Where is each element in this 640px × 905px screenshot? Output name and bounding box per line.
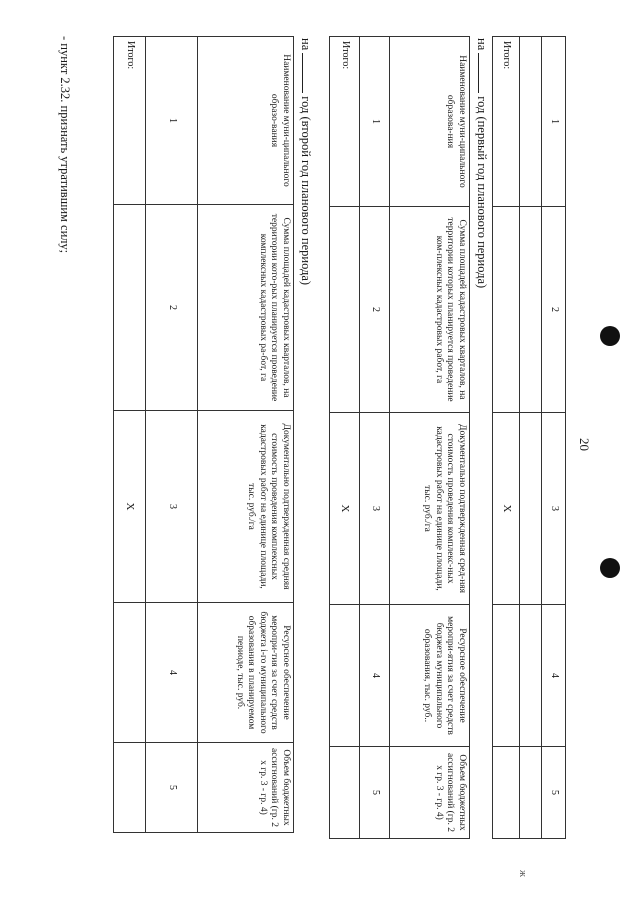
table-row bbox=[114, 37, 146, 833]
table-header-row bbox=[198, 37, 294, 833]
header-resource: Ресурсное обеспечение меропри-ятия за счет средств бюджета муниципального образования, тыс. руб.. bbox=[390, 605, 470, 747]
header-avg-cost: Документально подтвержденная средняя стоимость проведения комплексных кадастровых работ на единице площади, тыс. руб./га bbox=[198, 411, 294, 603]
total-label: Итого: bbox=[330, 37, 360, 207]
x-mark: X bbox=[330, 413, 360, 605]
col-number: 3 bbox=[542, 413, 566, 605]
table-cell bbox=[520, 605, 542, 747]
table-row bbox=[146, 37, 198, 833]
col-number: 5 bbox=[360, 747, 390, 839]
table-row bbox=[542, 37, 566, 839]
caption-prefix: на bbox=[299, 38, 313, 51]
caption-second-year bbox=[298, 38, 313, 285]
table-row bbox=[360, 37, 390, 839]
col-number: 1 bbox=[360, 37, 390, 207]
total-label: Итого: bbox=[493, 37, 520, 207]
col-number: 3 bbox=[360, 413, 390, 605]
col-number: 1 bbox=[542, 37, 566, 207]
blank-line bbox=[302, 53, 313, 93]
table-second-year bbox=[113, 36, 294, 833]
header-area-sum: Сумма площадей кадастровых кварталов, на территории которых планируется проведение ком-плексных кадастровых работ, га bbox=[390, 207, 470, 413]
col-number: 2 bbox=[146, 205, 198, 411]
table-cell bbox=[520, 413, 542, 605]
table-continuation bbox=[492, 36, 566, 839]
caption-prefix: на bbox=[475, 38, 489, 51]
header-avg-cost: Документально подтвержденная сред-няя стоимость проведения комплекс-ных кадастровых работ на единице площади, тыс. руб./га bbox=[390, 413, 470, 605]
blank-line bbox=[478, 53, 489, 93]
page-number: 20 bbox=[577, 438, 592, 451]
col-number: 1 bbox=[146, 37, 198, 205]
table-row bbox=[330, 37, 360, 839]
x-mark: X bbox=[114, 411, 146, 603]
col-number: 4 bbox=[146, 603, 198, 743]
caption-text: год (второй год планового периода) bbox=[299, 96, 313, 286]
table-header-row bbox=[390, 37, 470, 839]
header-municipality: Наименование муни-ципального образо-вания bbox=[198, 37, 294, 205]
table-cell bbox=[493, 207, 520, 413]
table-cell bbox=[114, 603, 146, 743]
table-row bbox=[520, 37, 542, 839]
total-label: Итого: bbox=[114, 37, 146, 205]
header-budget: Объем бюджетных ассигнований (гр. 2 х гр. 3 - гр. 4) bbox=[198, 743, 294, 833]
punch-hole-left bbox=[600, 326, 620, 346]
table-cell bbox=[493, 605, 520, 747]
table-first-year bbox=[329, 36, 470, 839]
table-cell bbox=[114, 743, 146, 833]
table-cell bbox=[520, 747, 542, 839]
header-resource: Ресурсное обеспечение меропри-тия за счет средств бюджета i-го муниципального образования в планируемом периоде, тыс. руб. bbox=[198, 603, 294, 743]
table-cell bbox=[520, 37, 542, 207]
table-cell bbox=[114, 205, 146, 411]
table-cell bbox=[520, 207, 542, 413]
corner-mark: ж bbox=[517, 870, 528, 877]
x-mark: X bbox=[493, 413, 520, 605]
col-number: 3 bbox=[146, 411, 198, 603]
col-number: 4 bbox=[542, 605, 566, 747]
header-budget: Объем бюджетных ассигнований (гр. 2 х гр. 3 - гр. 4) bbox=[390, 747, 470, 839]
table-row bbox=[493, 37, 520, 839]
table-cell bbox=[330, 207, 360, 413]
caption-first-year bbox=[474, 38, 489, 288]
col-number: 5 bbox=[146, 743, 198, 833]
table-cell bbox=[330, 605, 360, 747]
col-number: 4 bbox=[360, 605, 390, 747]
header-area-sum: Сумма площадей кадастровых кварталов, на территории кото-рых планируется проведение комплексных кадастровых ра-бот, га bbox=[198, 205, 294, 411]
footer-note: - пункт 2.32. признать утратившим силу; bbox=[58, 36, 72, 254]
table-cell bbox=[330, 747, 360, 839]
col-number: 5 bbox=[542, 747, 566, 839]
table-cell bbox=[493, 747, 520, 839]
col-number: 2 bbox=[360, 207, 390, 413]
header-municipality: Наименование муни-ципального образова-ния bbox=[390, 37, 470, 207]
caption-text: год (первый год планового периода) bbox=[475, 96, 489, 289]
punch-hole-right bbox=[600, 558, 620, 578]
col-number: 2 bbox=[542, 207, 566, 413]
